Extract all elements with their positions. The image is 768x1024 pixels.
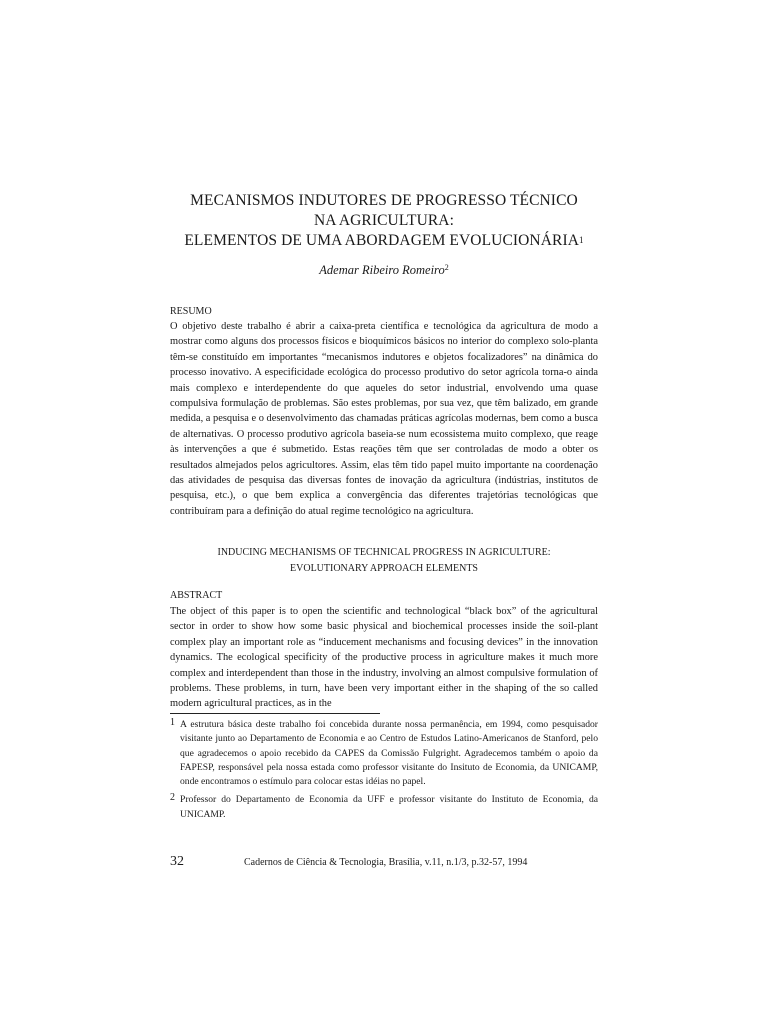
title-footnote-mark: 1 [579,235,584,245]
title-line-2: NA AGRICULTURA: [313,212,455,229]
title-line-1: MECANISMOS INDUTORES DE PROGRESSO TÉCNICO [190,192,578,209]
footnote-2-text: Professor do Departamento de Economia da UFF e professor visitante do Instituto de Economia, da UNICAMP. [180,794,598,820]
footnote-1-text: A estrutura básica deste trabalho foi concebida durante nossa permanência, em 1994, como pesquisador visitante junto ao Departamento de Economia e ao Centro de Estudos Latino-Americanos de Stanford, pelo que agradecemos o apoio recebido da CAPES da Comissão Fulgright. Agradecemos também o apoio da FAPESP, responsável pela nossa estada como professor visitante do Insituto de Economia, da UNICAMP, onde encontramos o estímulo para colocar estas idéias no papel. [180,719,598,788]
author-footnote-mark: 2 [444,263,449,272]
english-title [170,545,598,576]
footnote-2-mark: 2 [170,792,175,804]
footnote-1 [170,718,598,789]
author-line [170,263,598,278]
journal-citation: Cadernos de Ciência & Tecnologia, Brasília, v.11, n.1/3, p.32-57, 1994 [244,857,528,868]
resumo-heading: RESUMO [170,306,212,317]
footnotes [170,718,598,826]
english-title-line-2: EVOLUTIONARY APPROACH ELEMENTS [290,562,478,574]
title-line-3 [170,231,598,251]
title-line-3-text: ELEMENTOS DE UMA ABORDAGEM EVOLUCIONÁRIA [184,232,580,249]
resumo-text: O objetivo deste trabalho é abrir a caixa-preta científica e tecnológica da agricultura de modo a mostrar como alguns dos processos físicos e bioquímicos básicos no interior do complexo solo-planta têm-se constituído em importantes “mecanismos indutores e objetos focalizadores” na dinâmica do processo inovativo. A especificidade ecológica do processo produtivo do setor agrícola torna-o ainda mais complexo e interdependente do que aqueles do setor industrial, envolvendo uma quase compulsiva formulação de problemas. São estes problemas, por sua vez, que têm balizado, em grande medida, a pesquisa e o desenvolvimento das chamadas práticas agrícolas modernas, bem como a busca de alternativas. O processo produtivo agrícola baseia-se num ecossistema muito complexo, que reage às intervenções a que é submetido. Estas reações têm que ser controladas de modo a obter os resultados almejados pelos agricultores. Assim, elas têm tido papel muito importante na coordenação das atividades de pesquisa das diversas fontes de inovação da agricultura (indústrias, institutos de pesquisa, etc.), o que bem explica a convergência das diferentes trajetórias tecnológicas que contribuíram para a definição do atual regime tecnológico na agricultura. [170,321,598,517]
footnote-divider [170,713,380,714]
article-title [170,191,598,251]
footnote-2 [170,793,598,822]
page-number: 32 [170,854,184,869]
english-title-line-1: INDUCING MECHANISMS OF TECHNICAL PROGRESS IN AGRICULTURE: [217,547,551,558]
author-name: Ademar Ribeiro Romeiro [319,263,445,277]
abstract-text: The object of this paper is to open the scientific and technological “black box” of the agricultural sector in order to show how some basic physical and biochemical processes inside the soil-plant complex play an important role as “inducement mechanisms and focusing devices” in the innovation dynamics. The ecological specificity of the productive process in agriculture makes it much more complex and interdependent than those in the industry, involving an almost compulsive formulation of problems. These problems, in turn, have been very important either in the shaping of the so called modern agricultural practices, as in the [170,606,598,710]
abstract-heading: ABSTRACT [170,590,223,601]
footnote-1-mark: 1 [170,717,175,728]
